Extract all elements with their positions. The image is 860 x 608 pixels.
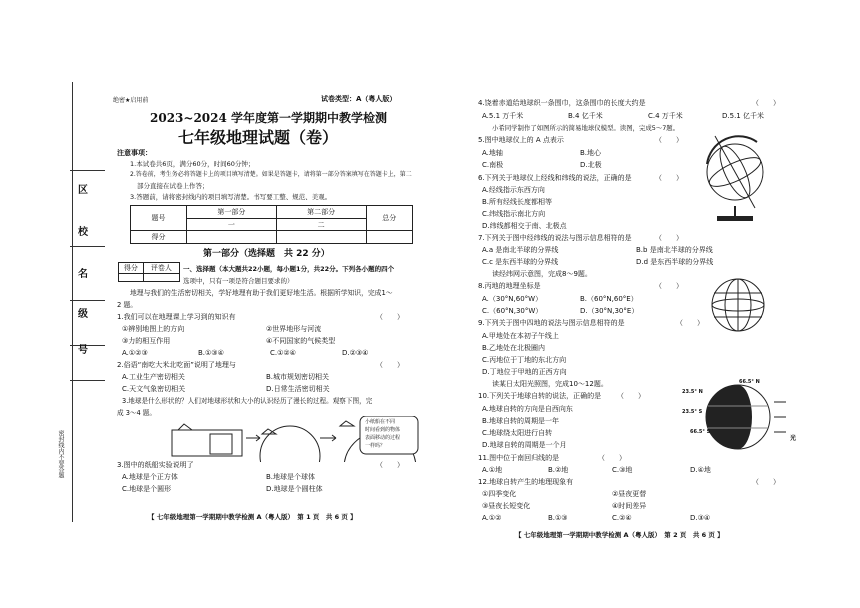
note-line: 1.本试卷共6页，满分60分，时间60分钟；: [130, 160, 255, 168]
binding-line: [70, 246, 105, 247]
question-10: 10.下列关于地球自转的说法，正确的是: [478, 392, 602, 400]
q11-choice-a[interactable]: A.①地: [482, 466, 503, 474]
q7-choice-d[interactable]: D.d 是东西半球的分界线: [636, 258, 714, 266]
score-header: 题号: [131, 206, 187, 231]
section1-instructions-2: 选项中，只有一项是符合题目要求的）: [183, 277, 294, 285]
exam-title: 2023~2024 学年度第一学期期中教学检测: [150, 111, 388, 125]
note-line: 部分直接在试卷上作答；: [137, 182, 209, 190]
answer-paren[interactable]: （ ）: [655, 282, 683, 290]
score-cell[interactable]: [366, 231, 412, 244]
intro-text: 读经纬网示意图，完成8～9题。: [492, 270, 592, 278]
lat-label: 66.5° S: [690, 429, 711, 435]
q1-choice-d[interactable]: D.②③④: [342, 349, 369, 357]
q5-choice-d[interactable]: D.北极: [580, 161, 602, 169]
q7-choice-c[interactable]: C.c 是东西半球的分界线: [482, 258, 559, 266]
bubble-text: 一样吗？: [365, 443, 386, 449]
answer-paren[interactable]: （ ）: [676, 319, 704, 327]
bubble-text: 时间看到的物体: [365, 427, 401, 433]
q10-choice-d[interactable]: D.地球自转的周期是一个月: [482, 441, 567, 449]
q1-option: ③力的相互作用: [122, 337, 171, 345]
grader-name-cell[interactable]: [143, 274, 179, 282]
intro-text: 2 题。: [117, 301, 138, 309]
question-8: 8.丙地的地理坐标是: [478, 282, 541, 290]
notes-heading: 注意事项：: [117, 149, 152, 157]
q8-choice-a[interactable]: A.（30°N,60°W）: [482, 295, 543, 303]
q4-choice-c[interactable]: C.4 万千米: [648, 112, 683, 120]
q5-choice-c[interactable]: C.南极: [482, 161, 504, 169]
grader-score-label: 得分: [119, 263, 144, 274]
note-line: 3.答题前，请将密封线内的项目填写清楚。书写要工整、规范、美观。: [130, 193, 332, 201]
q7-choice-b[interactable]: B.b 是南北半球的分界线: [636, 246, 713, 254]
grader-name-label: 评卷人: [143, 263, 179, 274]
q6-choice-a[interactable]: A.经线指示东西方向: [482, 186, 545, 194]
binding-line: [70, 170, 105, 171]
bubble-text: 小纸船在不同: [365, 419, 396, 425]
lat-label: 23.5° S: [682, 409, 703, 415]
score-row-label: 得分: [131, 231, 187, 244]
lat-label: 23.5° N: [682, 389, 703, 395]
score-header: 第一部分: [187, 206, 277, 219]
score-cell[interactable]: [276, 231, 366, 244]
q11-choice-d[interactable]: D.④地: [690, 466, 711, 474]
answer-paren[interactable]: （ ）: [752, 99, 780, 107]
q6-choice-c[interactable]: C.纬线指示南北方向: [482, 210, 546, 218]
q2-choice-b[interactable]: B.城市规划密切相关: [266, 373, 330, 381]
binding-line: [70, 380, 105, 381]
section1-instructions: 一、选择题（本大题共22小题，每小题1分，共22分。下列各小题的四个: [183, 265, 395, 273]
answer-paren[interactable]: （ ）: [376, 313, 404, 321]
q3-choice-a[interactable]: A.地球是个正方体: [122, 473, 178, 481]
q10-choice-b[interactable]: B.地球自转的周期是一年: [482, 417, 560, 425]
answer-paren[interactable]: （ ）: [376, 461, 404, 469]
q1-choice-a[interactable]: A.①②③: [122, 349, 148, 357]
q11-choice-b[interactable]: B.②地: [548, 466, 569, 474]
q1-choice-b[interactable]: B.①③④: [198, 349, 224, 357]
q5-choice-a[interactable]: A.地轴: [482, 149, 503, 157]
q10-choice-a[interactable]: A.地球自转的方向是自西向东: [482, 405, 573, 413]
binding-margin: [72, 82, 95, 522]
answer-paren[interactable]: （ ）: [655, 174, 683, 182]
q12-choice-d[interactable]: D.③④: [690, 514, 711, 522]
score-subheader: 二: [276, 219, 366, 231]
q6-choice-b[interactable]: B.所有经线长度都相等: [482, 198, 553, 206]
intro-text: 成 3～4 题。: [117, 409, 156, 417]
binder-label-number: 号: [78, 345, 88, 356]
q9-choice-a[interactable]: A.甲地处在本初子午线上: [482, 332, 559, 340]
question-2: 2.俗语“南吃大米北吃面”说明了地理与: [117, 361, 236, 369]
paper-type: 试卷类型：A（粤人版）: [321, 95, 397, 103]
q3-choice-b[interactable]: B.地球是个球体: [266, 473, 316, 481]
answer-paren[interactable]: （ ）: [655, 234, 683, 242]
answer-paren[interactable]: （ ）: [376, 361, 404, 369]
q8-choice-c[interactable]: C.（60°N,30°W）: [482, 307, 543, 315]
graticule-figure: [700, 276, 776, 334]
binding-line: [70, 300, 105, 301]
intro-text: 小希同学制作了如图所示的简易地球仪模型。读图，完成5～7题。: [492, 124, 680, 132]
answer-paren[interactable]: （ ）: [617, 392, 645, 400]
part1-title: 第一部分（选择题 共 22 分）: [203, 249, 330, 259]
binder-label-school: 校: [78, 227, 88, 238]
q2-choice-c[interactable]: C.天文气象密切相关: [122, 385, 186, 393]
q11-choice-c[interactable]: C.③地: [612, 466, 633, 474]
q12-option: ③昼夜长短变化: [482, 502, 531, 510]
note-line: 2.答卷前，考生务必将答题卡上的项目填写清楚。如果是答题卡，请将第一部分答案填写在答题卡上，第二: [130, 171, 412, 178]
seal-line-text: 密封线内不要答题: [57, 430, 64, 478]
q9-choice-b[interactable]: B.乙地处在北极圈内: [482, 344, 546, 352]
q5-choice-b[interactable]: B.地心: [580, 149, 602, 157]
intro-text: 3.地球是什么形状的？人们对地球形状和大小的认识经历了漫长的过程。观察下图，完: [122, 397, 373, 405]
q10-choice-c[interactable]: C.地球绕太阳进行自转: [482, 429, 553, 437]
score-header: 第二部分: [276, 206, 366, 219]
intro-text: 读某日太阳光照图，完成10～12题。: [492, 380, 608, 388]
question-3: 3.图中的纸船实验说明了: [117, 461, 194, 469]
q2-choice-d[interactable]: D.日常生活密切相关: [266, 385, 330, 393]
q8-choice-b[interactable]: B.（60°N,60°E）: [580, 295, 638, 303]
q12-choice-c[interactable]: C.②④: [612, 514, 632, 522]
binder-label-district: 区: [78, 185, 88, 196]
q4-choice-a[interactable]: A.5.1 万千米: [482, 112, 524, 120]
intro-text: 地理与我们的生活密切相关，学好地理有助于我们更好地生活。根据所学知识，完成1～: [130, 289, 393, 297]
q1-option: ②世界地形与河流: [266, 325, 322, 333]
q1-option: ④不同国家的气候类型: [266, 337, 336, 345]
grader-score-cell[interactable]: [119, 274, 144, 282]
q4-choice-b[interactable]: B.4 亿千米: [568, 112, 603, 120]
bubble-text: 表面移动的过程: [365, 435, 401, 441]
question-11: 11.图中位于南回归线的是: [478, 454, 560, 462]
q12-option: ②昼夜更替: [612, 490, 647, 498]
q12-option: ④时间差异: [612, 502, 647, 510]
score-table: [130, 205, 413, 244]
q1-choice-c[interactable]: C.①②④: [270, 349, 296, 357]
q1-option: ①辨别地图上的方向: [122, 325, 185, 333]
exam-subtitle: 七年级地理试题（卷）: [178, 128, 339, 147]
q7-choice-a[interactable]: A.a 是南北半球的分界线: [482, 246, 559, 254]
q9-choice-d[interactable]: D.丁地位于甲地的正西方向: [482, 368, 567, 376]
q12-option: ①四季变化: [482, 490, 517, 498]
question-12: 12.地球自转产生的地理现象有: [478, 478, 574, 486]
answer-paren[interactable]: （ ）: [655, 136, 683, 144]
binder-label-name: 名: [78, 269, 88, 280]
answer-paren[interactable]: （ ）: [752, 478, 780, 486]
q8-choice-d[interactable]: D.（30°N,30°E）: [580, 307, 639, 315]
question-7: 7.下列关于图中经纬线的说法与图示信息相符的是: [478, 234, 632, 242]
q12-choice-a[interactable]: A.①②: [482, 514, 502, 522]
q9-choice-c[interactable]: C.丙地位于丁地的东北方向: [482, 356, 567, 364]
globe-model-figure: [695, 128, 775, 228]
binder-label-class: 级: [78, 309, 88, 320]
sunlight-figure: [704, 380, 788, 454]
question-5: 5.图中地球仪上的 A 点表示: [478, 136, 564, 144]
score-cell[interactable]: [187, 231, 277, 244]
question-4: 4.饶着赤道给地球织一条围巾，这条围巾的长度大约是: [478, 99, 646, 107]
q3-choice-c[interactable]: C.地球是个圆形: [122, 485, 172, 493]
page1-footer: 【 七年级地理第一学期期中教学检测 A（粤人版） 第 1 页 共 6 页 】: [148, 513, 357, 521]
question-9: 9.下列关于图中四地的说法与图示信息相符的是: [478, 319, 625, 327]
grader-box: [118, 262, 180, 282]
q2-choice-a[interactable]: A.工业生产密切相关: [122, 373, 185, 381]
lat-label: 66.5° N: [739, 379, 760, 385]
score-subheader: 一: [187, 219, 277, 231]
question-6: 6.下列关于地球仪上经线和纬线的说法，正确的是: [478, 174, 632, 182]
answer-paren[interactable]: （ ）: [598, 454, 626, 462]
confidential-mark: 绝密★启用前: [113, 97, 149, 104]
q6-choice-d[interactable]: D.纬线都相交于南、北极点: [482, 222, 567, 230]
page2-footer: 【 七年级地理第一学期期中教学检测 A（粤人版） 第 2 页 共 6 页 】: [515, 531, 724, 539]
question-1: 1.我们可以在地理课上学习到的知识有: [117, 313, 236, 321]
q3-choice-d[interactable]: D.地球是个圆柱体: [266, 485, 323, 493]
q4-choice-d[interactable]: D.5.1 亿千米: [722, 112, 764, 120]
q12-choice-b[interactable]: B.①③: [548, 514, 568, 522]
sunlight-label: 光: [790, 435, 797, 442]
score-header: 总分: [366, 206, 412, 231]
